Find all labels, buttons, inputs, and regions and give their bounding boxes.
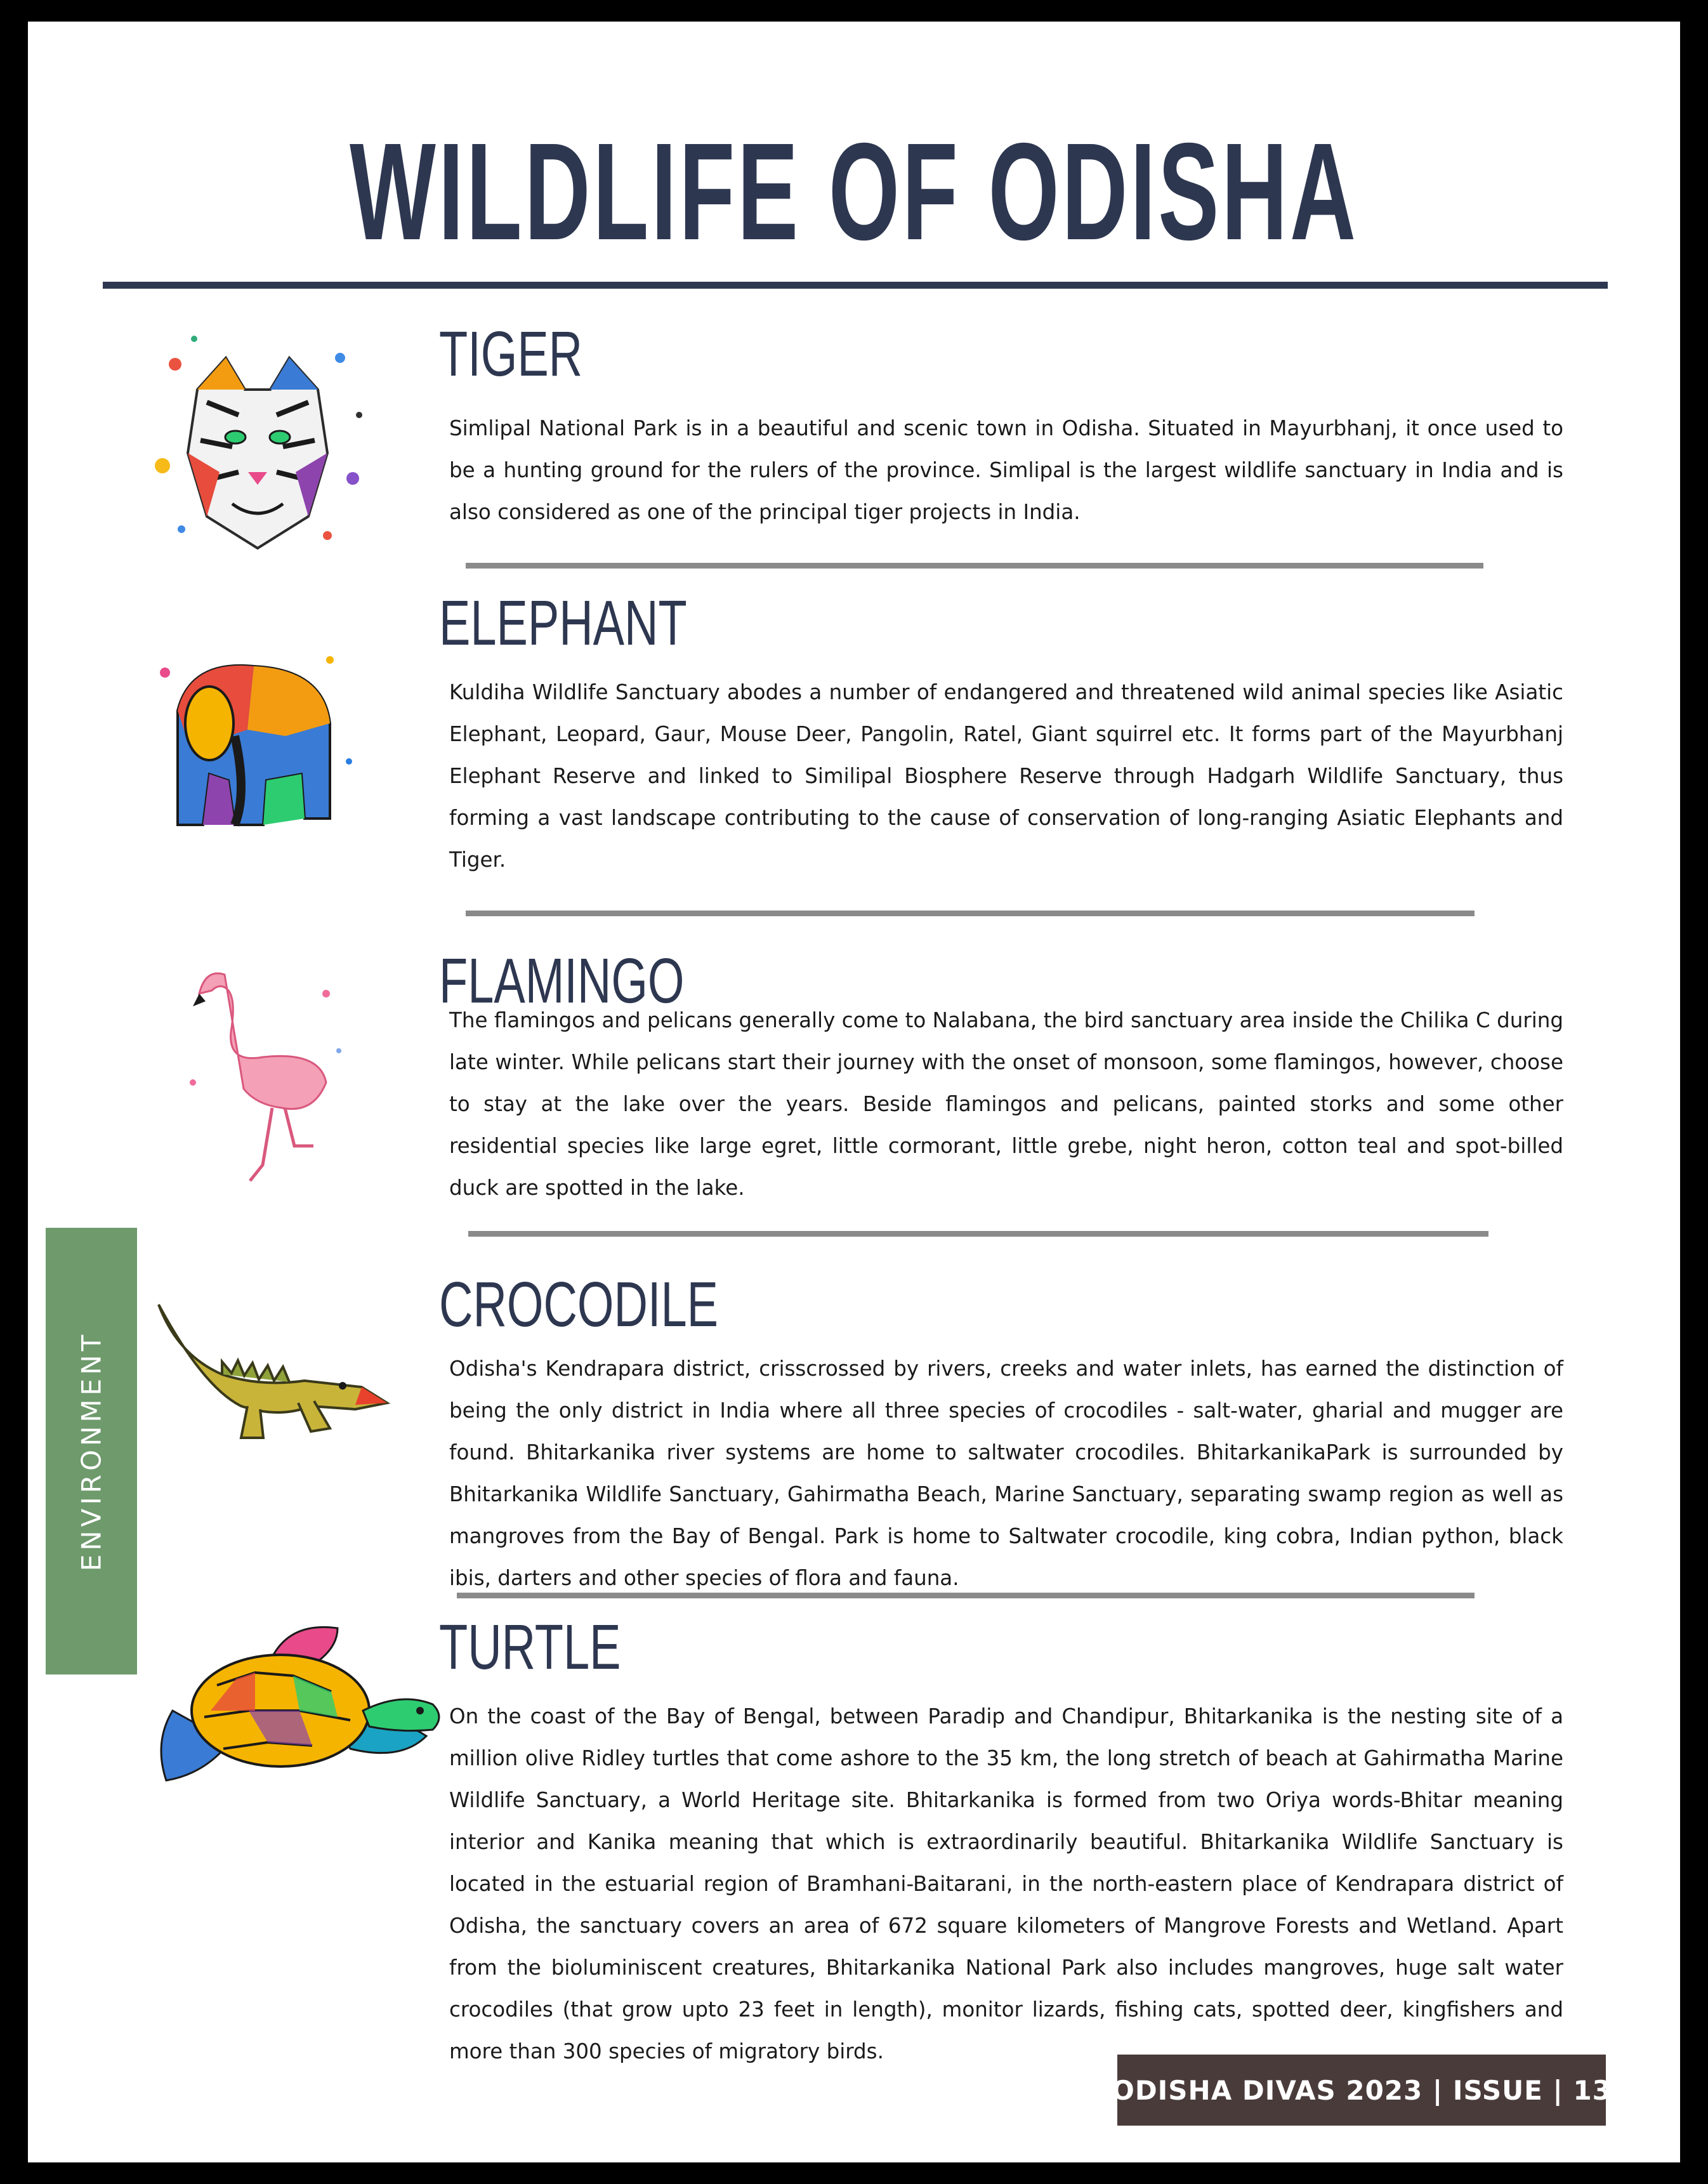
section-divider [468, 1231, 1488, 1237]
magazine-page [28, 22, 1680, 2162]
section-body-flamingo: The flamingos and pelicans generally come to Nalabana, the bird sanctuary area inside the Chilika C during late winter. While pelicans start their journey with the onset of monsoon, some flamingos, however, choose to stay at the lake over the years. Beside flamingos and pelicans, painted storks and some other residential species like large egret, little cormorant, little grebe, night heron, cotton teal and spot-billed duck are spotted in the lake. [449, 1008, 1563, 1200]
section-body-elephant: Kuldiha Wildlife Sanctuary abodes a number of endangered and threatened wild animal species like Asiatic Elephant, Leopard, Gaur, Mouse Deer, Pangolin, Ratel, Giant squirrel etc. It forms part of the Mayurbhanj Elephant Reserve and linked to Similipal Biosphere Reserve through Hadgarh Wildlife Sanctuary, thus forming a vast landscape contributing to the cause of conservation of long-ranging Asiatic Elephants and Tiger. [449, 680, 1563, 872]
section-divider [466, 563, 1483, 569]
section-heading-crocodile: CROCODILE [439, 1269, 718, 1340]
section-divider [466, 911, 1475, 916]
issue-footer-badge: ODISHA DIVAS 2023 | ISSUE | 13 [1117, 2055, 1606, 2126]
side-tab-label: ENVIRONMENT [76, 1331, 107, 1572]
crocodile-icon [152, 1292, 396, 1448]
section-body-turtle: On the coast of the Bay of Bengal, between Paradip and Chandipur, Bhitarkanika is the nesting site of a million olive Ridley turtles that come ashore to the 35 km, the long stretch of beach at Gahirmatha Marine Wildlife Sanctuary, a World Heritage site. Bhitarkanika is formed from two Oriya words-Bhitar meaning interior and Kanika meaning that which is extraordinarily beautiful. Bhitarkanika Wildlife Sanctuary is located in the estuarial region of Bramhani-Baitarani, in the north-eastern place of Kendrapara district of Odisha, the sanctuary covers an area of 672 square kilometers of Mangrove Forests and Wetland. Apart from the bioluminiscent creatures, Bhitarkanika National Park also includes mangroves, huge salt water crocodiles (that grow upto 23 feet in length), monitor lizards, fishing cats, spotted deer, kingfishers and more than 300 species of migratory birds. [449, 1704, 1563, 2063]
section-heading-tiger: TIGER [439, 319, 583, 390]
flamingo-icon [168, 956, 358, 1184]
section-body-tiger: Simlipal National Park is in a beautiful and scenic town in Odisha. Situated in Mayurbhanj, it once used to be a hunting ground for the rulers of the province. Simlipal is the largest wildlife sanctuary in India and is also considered as one of the principal tiger projects in India. [449, 416, 1563, 524]
section-body-crocodile: Odisha's Kendrapara district, crisscrossed by rivers, creeks and water inlets, has earned the distinction of being the only district in India where all three species of crocodiles - salt-water, gharial and mugger are found. Bhitarkanika river systems are home to saltwater crocodiles. BhitarkanikaPark is surrounded by Bhitarkanika Wildlife Sanctuary, Gahirmatha Beach, Marine Sanctuary, separating swamp region as well as mangroves from the Bay of Bengal. Park is home to Saltwater crocodile, king cobra, Indian python, black ibis, darters and other species of flora and fauna. [449, 1357, 1563, 1590]
section-heading-flamingo: FLAMINGO [439, 945, 685, 1016]
page-title: WILDLIFE OF ODISHA [350, 115, 1358, 269]
section-heading-elephant: ELEPHANT [439, 588, 687, 659]
section-divider [457, 1593, 1475, 1598]
title-underline [103, 282, 1608, 289]
elephant-icon [140, 635, 368, 860]
turtle-icon [147, 1615, 454, 1792]
section-heading-turtle: TURTLE [439, 1612, 621, 1683]
tiger-icon [137, 313, 378, 567]
environment-side-tab [46, 1228, 137, 1674]
